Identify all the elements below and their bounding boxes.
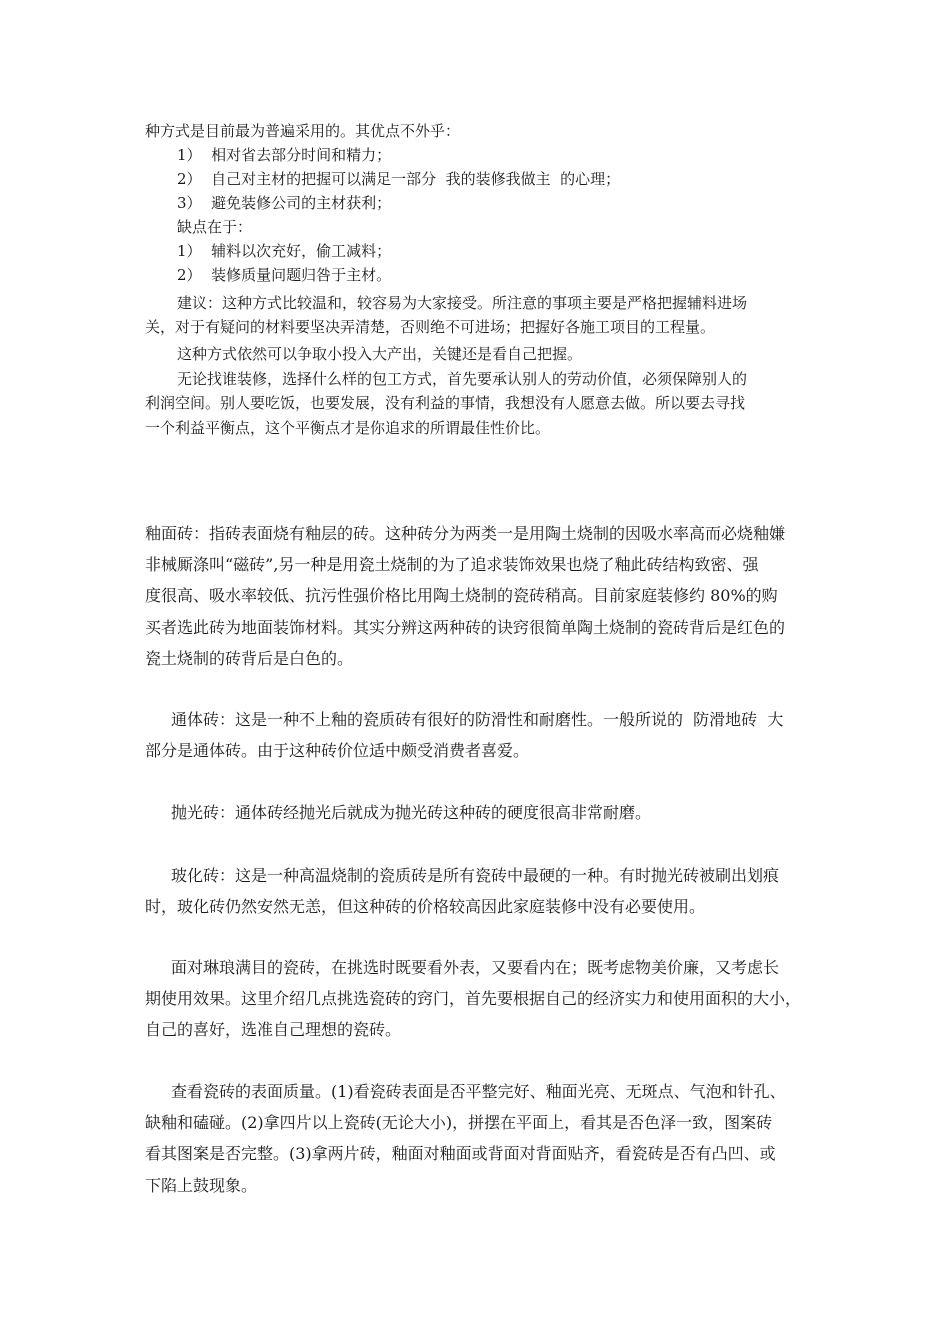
text-line: 自己的喜好，选准自己理想的瓷砖。 xyxy=(145,1020,402,1039)
text-line: 查看瓷砖的表面质量。(1)看瓷砖表面是否平整完好、釉面光亮、无斑点、气泡和针孔、 xyxy=(171,1082,786,1101)
text-line: 建议：这种方式比较温和，较容易为大家接受。所注意的事项主要是严格把握辅料进场 xyxy=(177,294,748,312)
list-item: 1） 相对省去部分时间和精力； xyxy=(177,146,392,164)
list-item: 3） 避免装修公司的主材获利； xyxy=(177,194,392,212)
text-line: 釉面砖：指砖表面烧有釉层的砖。这种砖分为两类一是用陶土烧制的因吸水率高而必烧釉嫌 xyxy=(145,524,786,543)
text-line: 期使用效果。这里介绍几点挑选瓷砖的窍门，首先要根据自己的经济实力和使用面积的大小， xyxy=(145,989,802,1008)
text-line: 瓷土烧制的砖背后是白色的。 xyxy=(145,649,354,668)
list-item: 1） 辅料以次充好，偷工减料； xyxy=(177,242,392,260)
text-line: 部分是通体砖。由于这种砖价位适中颇受消费者喜爱。 xyxy=(145,741,530,760)
text-line: 面对琳琅满目的瓷砖，在挑选时既要看外表，又要看内在；既考虑物美价廉，又考虑长 xyxy=(171,958,780,977)
text-line: 缺点在于： xyxy=(177,218,253,236)
text-line: 关，对于有疑问的材料要坚决弄清楚，否则绝不可进场；把握好各施工项目的工程量。 xyxy=(145,318,716,336)
text-line: 利润空间。别人要吃饭，也要发展，没有利益的事情，我想没有人愿意去做。所以要去寻找 xyxy=(145,394,746,412)
list-item: 2） 装修质量问题归咎于主材。 xyxy=(177,266,392,284)
text-line: 非械厮涤叫“磁砖”,另一种是用瓷土烧制的为了追求装饰效果也烧了釉此砖结构致密、强 xyxy=(145,555,759,574)
text-line: 一个利益平衡点，这个平衡点才是你追求的所谓最佳性价比。 xyxy=(145,419,551,437)
text-line: 看其图案是否完整。(3)拿两片砖，釉面对釉面或背面对背面贴齐，看瓷砖是否有凸凹、或 xyxy=(145,1144,776,1163)
text-line: 玻化砖：这是一种高温烧制的瓷质砖是所有瓷砖中最硬的一种。有时抛光砖被刷出划痕 xyxy=(171,866,780,885)
text-line: 这种方式依然可以争取小投入大产出，关键还是看自己把握。 xyxy=(177,345,583,363)
text-line: 种方式是目前最为普遍采用的。其优点不外乎： xyxy=(145,122,461,140)
text-line: 时，玻化砖仍然安然无恙，但这种砖的价格较高因此家庭装修中没有必要使用。 xyxy=(145,897,706,916)
list-item: 2） 自己对主材的把握可以满足一部分 我的装修我做主 的心理； xyxy=(177,170,621,188)
text-line: 无论找谁装修，选择什么样的包工方式，首先要承认别人的劳动价值，必须保障别人的 xyxy=(177,370,748,388)
text-line: 抛光砖：通体砖经抛光后就成为抛光砖这种砖的硬度很高非常耐磨。 xyxy=(171,803,652,822)
text-line: 下陷上鼓现象。 xyxy=(145,1176,258,1195)
text-line: 缺釉和磕碰。(2)拿四片以上瓷砖(无论大小)，拼摆在平面上，看其是否色泽一致，图案砖 xyxy=(145,1113,773,1132)
text-line: 买者选此砖为地面装饰材料。其实分辨这两种砖的诀窍很简单陶土烧制的瓷砖背后是红色的 xyxy=(145,618,786,637)
text-line: 通体砖：这是一种不上釉的瓷质砖有很好的防滑性和耐磨性。一般所说的 防滑地砖 大 xyxy=(171,710,784,729)
text-line: 度很高、吸水率较低、抗污性强价格比用陶土烧制的瓷砖稍高。目前家庭装修约 80%的购 xyxy=(145,586,778,605)
